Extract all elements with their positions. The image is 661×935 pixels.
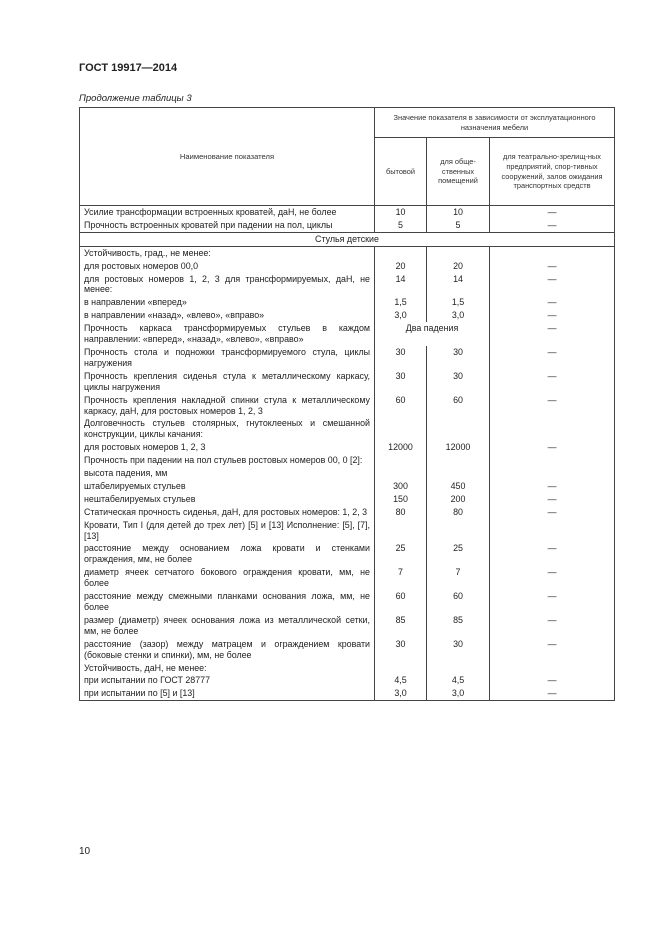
value-household-cell: 5 — [375, 219, 427, 232]
table-row — [80, 506, 615, 519]
value-theatre-cell: — — [490, 273, 615, 297]
value-theatre-cell — [490, 662, 615, 675]
value-theatre-cell: — — [490, 480, 615, 493]
value-public-cell: 60 — [427, 394, 490, 418]
table-row — [80, 519, 615, 543]
value-theatre-cell: — — [490, 506, 615, 519]
table-row — [80, 219, 615, 232]
value-household-cell — [375, 662, 427, 675]
value-public-cell: 12000 — [427, 441, 490, 454]
value-public-cell — [427, 662, 490, 675]
indicator-name-cell: Долговечность стульев столярных, гнутоклееных и смешанной конструкции, циклы качания: — [80, 417, 375, 441]
table-row — [80, 467, 615, 480]
indicator-name-cell: Прочность крепления сиденья стула к металлическому каркасу, циклы нагружения — [80, 370, 375, 394]
value-public-cell: 3,0 — [427, 309, 490, 322]
indicator-name-cell: Усилие трансформации встроенных кроватей, даН, не более — [80, 206, 375, 219]
value-public-cell — [427, 417, 490, 441]
header-value-group: Значение показателя в зависимости от эксплуатационного назначения мебели — [375, 108, 615, 138]
indicator-name-cell: штабелируемых стульев — [80, 480, 375, 493]
value-public-cell — [427, 454, 490, 467]
value-public-cell: 30 — [427, 346, 490, 370]
table-row — [80, 674, 615, 687]
value-household-cell: 12000 — [375, 441, 427, 454]
table-row — [80, 614, 615, 638]
value-public-cell: 4,5 — [427, 674, 490, 687]
value-household-cell: 60 — [375, 590, 427, 614]
merged-value-cell: Два падения — [375, 322, 490, 346]
table-row — [80, 309, 615, 322]
value-public-cell: 25 — [427, 542, 490, 566]
table-row — [80, 273, 615, 297]
value-household-cell: 60 — [375, 394, 427, 418]
indicator-name-cell: при испытании по ГОСТ 28777 — [80, 674, 375, 687]
value-household-cell: 85 — [375, 614, 427, 638]
table-row — [80, 296, 615, 309]
value-theatre-cell: — — [490, 441, 615, 454]
indicator-name-cell: расстояние между смежными планками основания ложа, мм, не более — [80, 590, 375, 614]
table-row — [80, 260, 615, 273]
value-household-cell: 300 — [375, 480, 427, 493]
table-row — [80, 542, 615, 566]
table-row — [80, 246, 615, 259]
value-theatre-cell: — — [490, 674, 615, 687]
specification-table — [79, 107, 615, 701]
value-theatre-cell: — — [490, 346, 615, 370]
value-theatre-cell — [490, 519, 615, 543]
value-household-cell: 30 — [375, 370, 427, 394]
value-public-cell: 80 — [427, 506, 490, 519]
value-theatre-cell: — — [490, 296, 615, 309]
value-public-cell: 7 — [427, 566, 490, 590]
indicator-name-cell: Прочность крепления накладной спинки стула к металлическому каркасу, даН, для ростовых номеров 1, 2, 3 — [80, 394, 375, 418]
value-theatre-cell: — — [490, 493, 615, 506]
value-theatre-cell: — — [490, 590, 615, 614]
indicator-name-cell: Прочность при падении на пол стульев ростовых номеров 00, 0 [2]: — [80, 454, 375, 467]
document-code: ГОСТ 19917—2014 — [79, 62, 178, 74]
value-household-cell: 20 — [375, 260, 427, 273]
value-theatre-cell: — — [490, 370, 615, 394]
value-household-cell — [375, 246, 427, 259]
value-household-cell: 80 — [375, 506, 427, 519]
table-row — [80, 454, 615, 467]
value-theatre-cell: — — [490, 206, 615, 219]
indicator-name-cell: для ростовых номеров 1, 2, 3 — [80, 441, 375, 454]
table-row — [80, 687, 615, 700]
value-theatre-cell: — — [490, 394, 615, 418]
value-household-cell — [375, 417, 427, 441]
value-household-cell — [375, 519, 427, 543]
indicator-name-cell: Прочность встроенных кроватей при падении на пол, циклы — [80, 219, 375, 232]
value-public-cell: 20 — [427, 260, 490, 273]
table-row — [80, 480, 615, 493]
section-row — [80, 232, 615, 246]
value-theatre-cell — [490, 246, 615, 259]
table-row — [80, 394, 615, 418]
value-household-cell: 3,0 — [375, 309, 427, 322]
value-household-cell: 10 — [375, 206, 427, 219]
indicator-name-cell: высота падения, мм — [80, 467, 375, 480]
value-theatre-cell: — — [490, 260, 615, 273]
value-public-cell: 3,0 — [427, 687, 490, 700]
indicator-name-cell: для ростовых номеров 1, 2, 3 для трансформируемых, даН, не менее: — [80, 273, 375, 297]
value-public-cell: 10 — [427, 206, 490, 219]
value-theatre-cell: — — [490, 566, 615, 590]
indicator-name-cell: для ростовых номеров 00,0 — [80, 260, 375, 273]
value-public-cell — [427, 519, 490, 543]
indicator-name-cell: диаметр ячеек сетчатого бокового ограждения кровати, мм, не более — [80, 566, 375, 590]
indicator-name-cell: Прочность стола и подножки трансформируемого стула, циклы нагружения — [80, 346, 375, 370]
table-body — [80, 206, 615, 701]
table-row — [80, 590, 615, 614]
indicator-name-cell: в направлении «назад», «влево», «вправо» — [80, 309, 375, 322]
indicator-name-cell: расстояние между основанием ложа кровати и стенками ограждения, мм, не более — [80, 542, 375, 566]
indicator-name-cell: при испытании по [5] и [13] — [80, 687, 375, 700]
table-row — [80, 638, 615, 662]
indicator-name-cell: Устойчивость, даН, не менее: — [80, 662, 375, 675]
value-household-cell — [375, 467, 427, 480]
table-continuation-caption: Продолжение таблицы 3 — [79, 93, 192, 104]
section-title: Стулья детские — [80, 232, 615, 246]
value-household-cell: 30 — [375, 638, 427, 662]
value-theatre-cell: — — [490, 614, 615, 638]
table-header — [80, 108, 615, 206]
value-public-cell: 85 — [427, 614, 490, 638]
table-row — [80, 322, 615, 346]
table-row — [80, 662, 615, 675]
indicator-name-cell: расстояние (зазор) между матрацем и ограждением кровати (боковые стенки и спинки), мм, не более — [80, 638, 375, 662]
value-theatre-cell — [490, 417, 615, 441]
table-row — [80, 566, 615, 590]
value-household-cell: 3,0 — [375, 687, 427, 700]
value-household-cell: 1,5 — [375, 296, 427, 309]
indicator-name-cell: Устойчивость, град., не менее: — [80, 246, 375, 259]
page-number: 10 — [79, 846, 91, 857]
value-theatre-cell: — — [490, 309, 615, 322]
table-row — [80, 493, 615, 506]
indicator-name-cell: размер (диаметр) ячеек основания ложа из металлической сетки, мм, не более — [80, 614, 375, 638]
indicator-name-cell: в направлении «вперед» — [80, 296, 375, 309]
indicator-name-cell: Кровати, Тип I (для детей до трех лет) [5] и [13] Исполнение: [5], [7], [13] — [80, 519, 375, 543]
table-row — [80, 441, 615, 454]
value-public-cell: 200 — [427, 493, 490, 506]
table-row — [80, 417, 615, 441]
value-theatre-cell: — — [490, 219, 615, 232]
indicator-name-cell: нештабелируемых стульев — [80, 493, 375, 506]
value-household-cell — [375, 454, 427, 467]
value-public-cell: 30 — [427, 638, 490, 662]
value-theatre-cell: — — [490, 638, 615, 662]
header-public-premises: для обще-ственных помещений — [427, 138, 490, 206]
value-household-cell: 150 — [375, 493, 427, 506]
table-row — [80, 370, 615, 394]
indicator-name-cell: Статическая прочность сиденья, даН, для ростовых номеров: 1, 2, 3 — [80, 506, 375, 519]
value-household-cell: 4,5 — [375, 674, 427, 687]
value-theatre-cell: — — [490, 687, 615, 700]
value-household-cell: 14 — [375, 273, 427, 297]
table-row — [80, 206, 615, 219]
value-theatre-cell — [490, 454, 615, 467]
table-row — [80, 346, 615, 370]
value-household-cell: 7 — [375, 566, 427, 590]
value-public-cell: 60 — [427, 590, 490, 614]
indicator-name-cell: Прочность каркаса трансформируемых стульев в каждом направлении: «вперед», «назад», «влево», «вправо» — [80, 322, 375, 346]
header-household: бытовой — [375, 138, 427, 206]
value-theatre-cell: — — [490, 542, 615, 566]
value-household-cell: 30 — [375, 346, 427, 370]
value-public-cell: 30 — [427, 370, 490, 394]
value-household-cell: 25 — [375, 542, 427, 566]
header-indicator-name: Наименование показателя — [80, 108, 375, 206]
value-public-cell: 14 — [427, 273, 490, 297]
header-theatre-sports-transport: для театрально-зрелищ-ных предприятий, спор-тивных сооружений, залов ожидания транспортных средств — [490, 138, 615, 206]
value-public-cell: 1,5 — [427, 296, 490, 309]
value-public-cell: 450 — [427, 480, 490, 493]
value-public-cell — [427, 467, 490, 480]
value-theatre-cell — [490, 467, 615, 480]
value-public-cell: 5 — [427, 219, 490, 232]
value-theatre-cell: — — [490, 322, 615, 346]
value-public-cell — [427, 246, 490, 259]
